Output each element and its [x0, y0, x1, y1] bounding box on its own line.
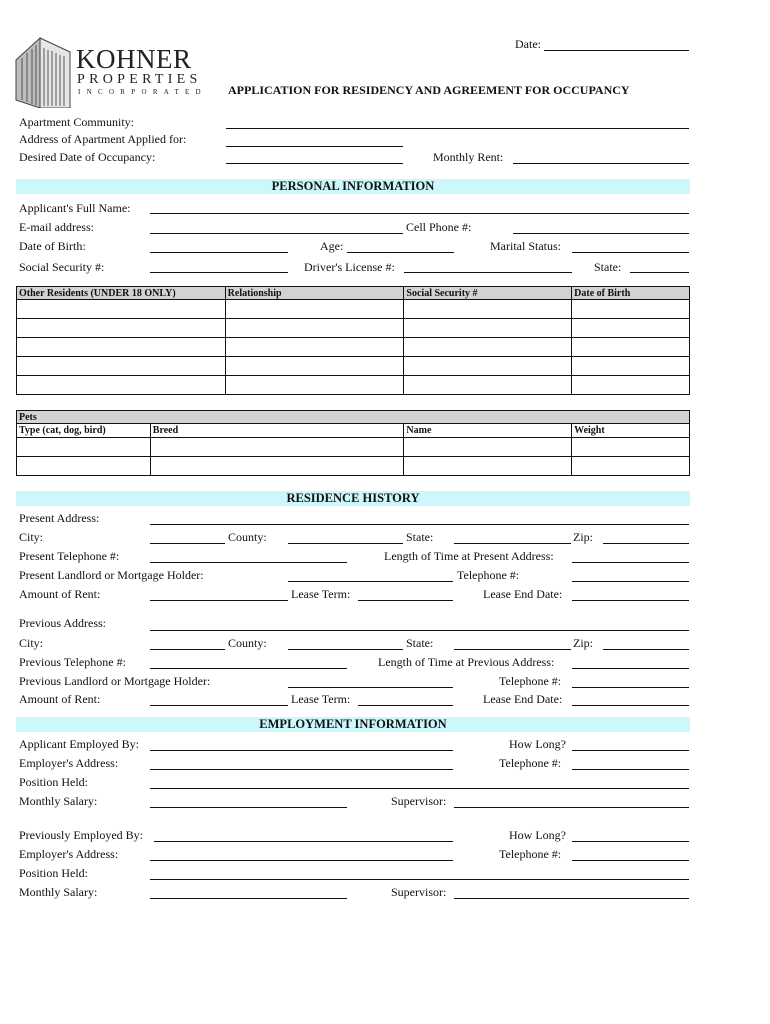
full-name-label: Applicant's Full Name: [19, 201, 131, 215]
license-field[interactable] [404, 272, 572, 273]
present-state-field[interactable] [454, 543, 571, 544]
table-cell[interactable] [225, 357, 404, 376]
previous-lease-end-field[interactable] [572, 705, 689, 706]
pets-header-breed: Breed [150, 424, 404, 438]
pets-table [16, 410, 690, 476]
dob-field[interactable] [150, 252, 288, 253]
table-cell[interactable] [404, 438, 572, 457]
previous-state-field[interactable] [454, 649, 571, 650]
previous-county-label: County: [228, 636, 267, 650]
present-county-field[interactable] [288, 543, 403, 544]
previous-zip-label: Zip: [573, 636, 593, 650]
monthly-rent-label: Monthly Rent: [433, 150, 504, 164]
prev-employer-address-label: Employer's Address: [19, 847, 119, 861]
prev-employed-by-label: Previously Employed By: [19, 828, 143, 842]
table-cell[interactable] [17, 338, 226, 357]
employer-address-label: Employer's Address: [19, 756, 119, 770]
pets-header-type: Type (cat, dog, bird) [17, 424, 151, 438]
present-zip-field[interactable] [603, 543, 689, 544]
table-cell[interactable] [17, 300, 226, 319]
present-rent-label: Amount of Rent: [19, 587, 101, 601]
logo-line3: INCORPORATED [78, 88, 207, 96]
table-cell[interactable] [404, 338, 572, 357]
prev-how-long-field[interactable] [572, 841, 689, 842]
supervisor-field[interactable] [454, 807, 689, 808]
pets-title: Pets [17, 411, 690, 424]
community-field[interactable] [226, 128, 689, 129]
table-cell[interactable] [404, 357, 572, 376]
apt-address-field[interactable] [226, 146, 403, 147]
table-cell[interactable] [225, 300, 404, 319]
present-city-field[interactable] [150, 543, 225, 544]
table-cell[interactable] [17, 357, 226, 376]
present-lease-term-label: Lease Term: [291, 587, 351, 601]
table-cell[interactable] [404, 457, 572, 476]
table-cell[interactable] [572, 357, 690, 376]
residents-header-relationship: Relationship [225, 287, 404, 300]
table-cell[interactable] [572, 300, 690, 319]
table-cell[interactable] [404, 376, 572, 395]
present-address-field[interactable] [150, 524, 689, 525]
ssn-field[interactable] [150, 272, 288, 273]
pets-header-name: Name [404, 424, 572, 438]
how-long-label: How Long? [509, 737, 566, 751]
table-cell[interactable] [225, 376, 404, 395]
logo-line2: PROPERTIES [77, 72, 202, 87]
present-address-label: Present Address: [19, 511, 100, 525]
previous-landlord-phone-label: Telephone #: [499, 674, 562, 688]
occupancy-date-field[interactable] [226, 163, 403, 164]
previous-lease-term-field[interactable] [358, 705, 453, 706]
table-cell[interactable] [150, 438, 404, 457]
employer-phone-field[interactable] [572, 769, 689, 770]
supervisor-label: Supervisor: [391, 794, 447, 808]
previous-lease-end-label: Lease End Date: [483, 692, 563, 706]
prev-employed-by-field[interactable] [154, 841, 453, 842]
license-state-label: State: [594, 260, 622, 274]
date-field[interactable] [544, 50, 689, 51]
previous-landlord-label: Previous Landlord or Mortgage Holder: [19, 674, 211, 688]
table-cell[interactable] [17, 319, 226, 338]
previous-city-field[interactable] [150, 649, 225, 650]
ssn-label: Social Security #: [19, 260, 105, 274]
residence-section-title: RESIDENCE HISTORY [286, 491, 420, 505]
previous-phone-field[interactable] [150, 668, 347, 669]
previous-phone-label: Previous Telephone #: [19, 655, 126, 669]
prev-employer-address-field[interactable] [150, 860, 453, 861]
position-label: Position Held: [19, 775, 89, 789]
residents-header-dob: Date of Birth [572, 287, 690, 300]
residents-header-name: Other Residents (UNDER 18 ONLY) [17, 287, 226, 300]
present-phone-field[interactable] [150, 562, 347, 563]
prev-employer-phone-field[interactable] [572, 860, 689, 861]
previous-state-label: State: [406, 636, 434, 650]
present-landlord-field[interactable] [288, 581, 453, 582]
cell-label: Cell Phone #: [406, 220, 472, 234]
date-label: Date: [515, 37, 541, 51]
prev-employer-phone-label: Telephone #: [499, 847, 562, 861]
present-lease-term-field[interactable] [358, 600, 453, 601]
dob-label: Date of Birth: [19, 239, 86, 253]
prev-salary-label: Monthly Salary: [19, 885, 98, 899]
present-city-label: City: [19, 530, 44, 544]
monthly-rent-field[interactable] [513, 163, 689, 164]
previous-county-field[interactable] [288, 649, 403, 650]
present-length-label: Length of Time at Present Address: [384, 549, 554, 563]
table-cell[interactable] [225, 319, 404, 338]
license-state-field[interactable] [630, 272, 689, 273]
present-state-label: State: [406, 530, 434, 544]
present-landlord-phone-field[interactable] [572, 581, 689, 582]
previous-length-label: Length of Time at Previous Address: [378, 655, 555, 669]
previous-lease-term-label: Lease Term: [291, 692, 351, 706]
previous-address-field[interactable] [150, 630, 689, 631]
email-field[interactable] [150, 233, 403, 234]
present-rent-field[interactable] [150, 600, 288, 601]
residents-table [16, 286, 690, 395]
residents-header-ssn: Social Security # [404, 287, 572, 300]
employment-section-title: EMPLOYMENT INFORMATION [259, 717, 447, 731]
marital-field[interactable] [572, 252, 689, 253]
previous-rent-field[interactable] [150, 705, 288, 706]
table-cell[interactable] [404, 300, 572, 319]
table-cell[interactable] [150, 457, 404, 476]
table-cell[interactable] [572, 338, 690, 357]
prev-supervisor-label: Supervisor: [391, 885, 447, 899]
previous-zip-field[interactable] [603, 649, 689, 650]
pets-header-weight: Weight [572, 424, 690, 438]
table-cell[interactable] [17, 457, 151, 476]
employer-address-field[interactable] [150, 769, 453, 770]
salary-field[interactable] [150, 807, 347, 808]
previous-landlord-phone-field[interactable] [572, 687, 689, 688]
table-cell[interactable] [572, 438, 690, 457]
prev-position-label: Position Held: [19, 866, 89, 880]
employed-by-label: Applicant Employed By: [19, 737, 139, 751]
previous-landlord-field[interactable] [288, 687, 453, 688]
present-landlord-label: Present Landlord or Mortgage Holder: [19, 568, 204, 582]
how-long-field[interactable] [572, 750, 689, 751]
present-lease-end-label: Lease End Date: [483, 587, 563, 601]
prev-position-field[interactable] [150, 879, 689, 880]
previous-address-label: Previous Address: [19, 616, 106, 630]
prev-supervisor-field[interactable] [454, 898, 689, 899]
occupancy-date-label: Desired Date of Occupancy: [19, 150, 156, 164]
employed-by-field[interactable] [150, 750, 453, 751]
present-length-field[interactable] [572, 562, 689, 563]
prev-how-long-label: How Long? [509, 828, 566, 842]
marital-label: Marital Status: [490, 239, 561, 253]
present-landlord-phone-label: Telephone #: [457, 568, 520, 582]
personal-section-title: PERSONAL INFORMATION [271, 179, 435, 193]
table-cell[interactable] [572, 376, 690, 395]
position-field[interactable] [150, 788, 689, 789]
full-name-field[interactable] [150, 213, 689, 214]
table-cell[interactable] [225, 338, 404, 357]
form-title: APPLICATION FOR RESIDENCY AND AGREEMENT FOR OCCUPANCY [228, 83, 630, 97]
table-cell[interactable] [572, 457, 690, 476]
previous-city-label: City: [19, 636, 44, 650]
logo-name: KOHNER [76, 44, 192, 74]
present-phone-label: Present Telephone #: [19, 549, 120, 563]
present-county-label: County: [228, 530, 267, 544]
table-cell[interactable] [404, 319, 572, 338]
employer-phone-label: Telephone #: [499, 756, 562, 770]
community-label: Apartment Community: [19, 115, 134, 129]
building-icon [14, 34, 72, 108]
cell-field[interactable] [513, 233, 689, 234]
salary-label: Monthly Salary: [19, 794, 98, 808]
email-label: E-mail address: [19, 220, 94, 234]
previous-rent-label: Amount of Rent: [19, 692, 101, 706]
table-cell[interactable] [17, 376, 226, 395]
apt-address-label: Address of Apartment Applied for: [19, 132, 187, 146]
table-cell[interactable] [17, 438, 151, 457]
present-lease-end-field[interactable] [572, 600, 689, 601]
prev-salary-field[interactable] [150, 898, 347, 899]
previous-length-field[interactable] [572, 668, 689, 669]
present-zip-label: Zip: [573, 530, 593, 544]
license-label: Driver's License #: [304, 260, 395, 274]
table-cell[interactable] [572, 319, 690, 338]
age-label: Age: [320, 239, 344, 253]
age-field[interactable] [347, 252, 454, 253]
